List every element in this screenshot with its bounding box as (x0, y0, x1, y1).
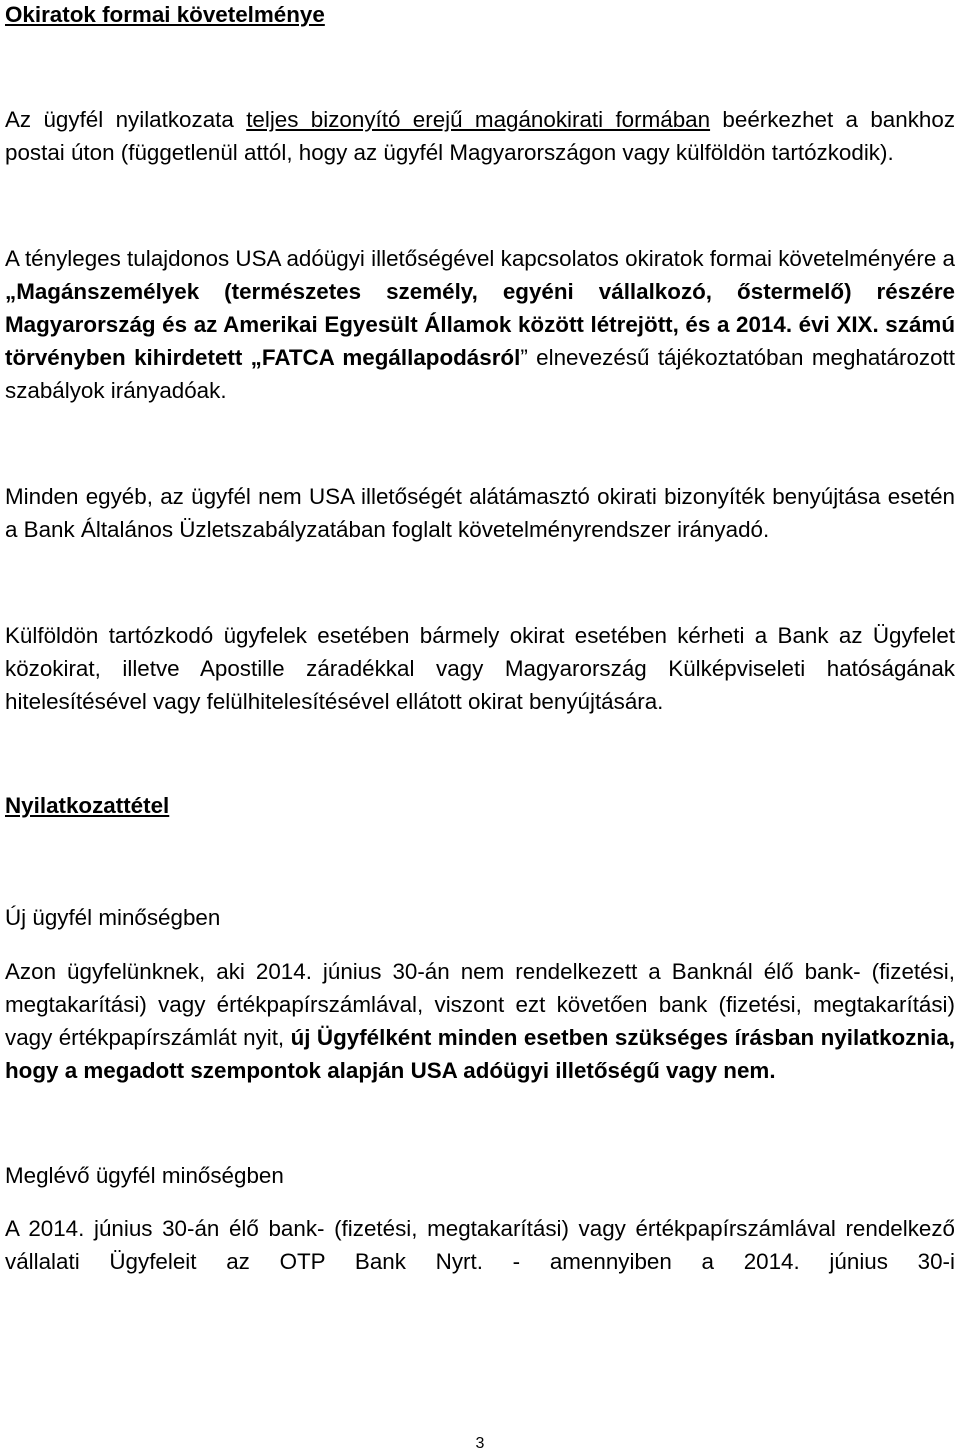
paragraph-text: Az ügyfél nyilatkozata (5, 107, 247, 132)
paragraph-text: Azon ügyfelünknek, aki 2014. június 30-án nem rendelkezett a Banknál élő bank- (fizetési, megtakarítási) vagy értékpapírszámlával, viszont ezt követően bank (fizetési, megtakarítási) vagy értékpapírszámlát nyit, (5, 959, 955, 1050)
paragraph-new-client (5, 955, 955, 1087)
paragraph-fatca-rules (5, 242, 955, 407)
paragraph-text: A tényleges tulajdonos USA adóügyi illetőségével kapcsolatos okiratok formai követelményére a (5, 246, 955, 271)
section-title-formal-requirements: Okiratok formai követelménye (5, 2, 325, 27)
paragraph-text: beérkezhet a bankhoz postai úton (függetlenül attól, hogy az ügyfél Magyarországon vagy külföldön tartózkodik). (5, 107, 956, 165)
underlined-phrase: teljes bizonyító erejű magánokirati formában (246, 107, 711, 132)
paragraph-other-evidence: Minden egyéb, az ügyfél nem USA illetőségét alátámasztó okirati bizonyíték benyújtása esetén a Bank Általános Üzletszabályzatában foglalt követelményrendszer irányadó. (5, 484, 955, 542)
subheading-new-client: Új ügyfél minőségben (5, 905, 221, 930)
document-page (5, 0, 955, 1278)
paragraph-submission (5, 103, 955, 169)
page-number: 3 (475, 1435, 485, 1452)
paragraph-existing-client: A 2014. június 30-án élő bank- (fizetési, megtakarítási) vagy értékpapírszámlával rendelkező vállalati Ügyfeleit az OTP Bank Nyrt. - amennyiben a 2014. június 30-i (5, 1216, 955, 1274)
bold-phrase-new-client-obligation: új Ügyfélként minden esetben szükséges írásban nyilatkoznia, hogy a megadott szempontok alapján USA adóügyi illetőségű vagy nem. (5, 1025, 955, 1083)
subheading-existing-client: Meglévő ügyfél minőségben (5, 1163, 284, 1188)
bold-phrase-fatca-agreement: „Magánszemélyek (természetes személy, egyéni vállalkozó, őstermelő) részére Magyarország és az Amerikai Egyesült Államok között létrejött, és a 2014. évi XIX. számú törvényben kihirdetett „FATCA megállapodásról (5, 279, 955, 370)
section-title-declaration: Nyilatkozattétel (5, 793, 170, 818)
paragraph-text: ” elnevezésű tájékoztatóban meghatározott szabályok irányadóak. (5, 345, 955, 403)
paragraph-abroad-clients: Külföldön tartózkodó ügyfelek esetében bármely okirat esetében kérheti a Bank az Ügyfelet közokirat, illetve Apostille záradékkal vagy Magyarország Külképviseleti hatóságának hitelesítésével vagy felülhitelesítésével ellátott okirat benyújtására. (5, 623, 955, 714)
